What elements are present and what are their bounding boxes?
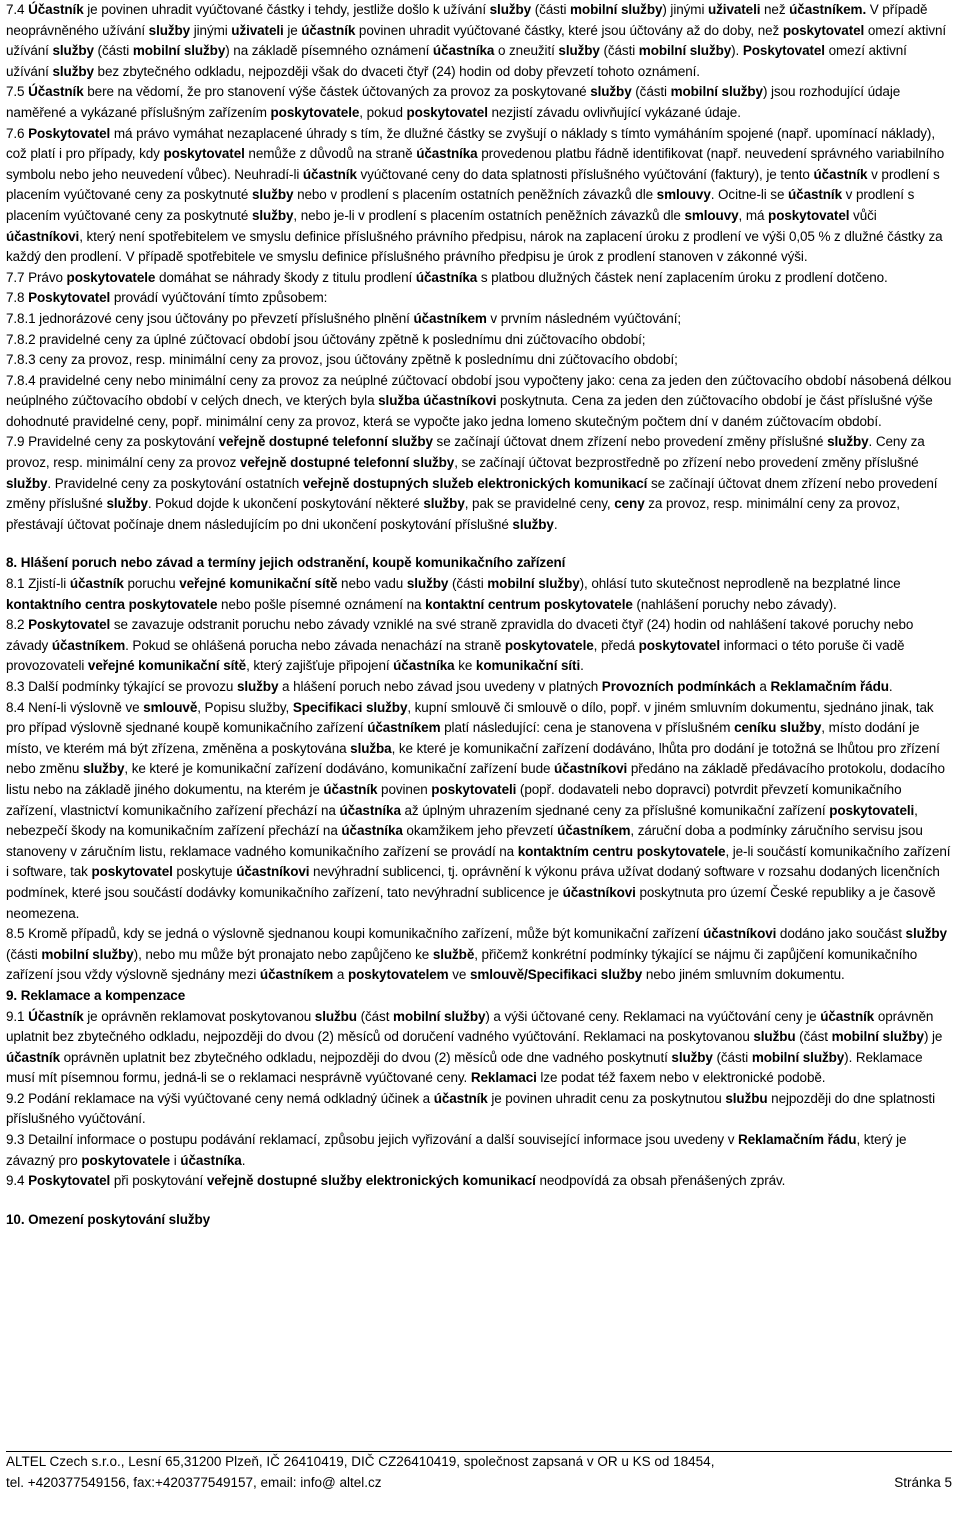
bold-term: účastníkovi bbox=[562, 884, 636, 900]
footer-contact-row bbox=[6, 1473, 952, 1494]
bold-term: Účastník bbox=[28, 1008, 84, 1024]
bold-term: účastníka bbox=[393, 658, 455, 674]
text-run: . Pokud se ohlášená porucha nebo závada nenachází na straně bbox=[125, 637, 505, 653]
text-run: , nebo je-li v prodlení s placením ostatních peněžních závazků dle bbox=[293, 207, 685, 223]
bold-term: smlouvě/Specifikaci služby bbox=[469, 967, 643, 983]
text-run: , ke které je komunikační zařízení dodáváno, komunikační zařízení bude bbox=[124, 761, 555, 777]
text-run: informaci o této poruše či vadě provozovateli bbox=[6, 637, 905, 674]
text-run: 7.8.4 pravidelné ceny nebo minimální ceny za provoz za neúplné zúčtovací období jsou vypočteny jako: cena za jeden den zúčtovacího období násobená délkou neúplného zúčtovacího období v celých dnech, ve kterých byla bbox=[6, 372, 952, 409]
bold-term: veřejně dostupné služby elektronických komunikací bbox=[206, 1173, 536, 1189]
bold-term: služby bbox=[52, 63, 94, 79]
bold-term: služby bbox=[106, 496, 148, 512]
text-run: a bbox=[755, 679, 771, 694]
text-run: . Pravidelné ceny za poskytování ostatních bbox=[47, 475, 303, 491]
text-run: (popř. dodavateli nebo dopravci) potvrdit převzetí komunikačního zařízení, vlastnictví komunikačního zařízení přechází na bbox=[6, 781, 902, 818]
bold-term: mobilní služby bbox=[751, 1049, 845, 1065]
text-run: (části bbox=[93, 43, 133, 59]
bold-term: ceny bbox=[614, 496, 645, 512]
bold-term: služby bbox=[590, 84, 632, 100]
text-run: ) a výši účtované ceny. Reklamaci na vyúčtování ceny je bbox=[485, 1008, 821, 1024]
bold-term: Účastník bbox=[28, 84, 84, 100]
text-run: 9.1 bbox=[6, 1008, 29, 1024]
text-run: , pak se pravidelné ceny, bbox=[464, 496, 615, 512]
text-run: ) na základě písemného oznámení bbox=[225, 43, 433, 59]
text-run: 8.1 Zjistí-li bbox=[6, 576, 70, 592]
bold-term: služba účastníkovi bbox=[378, 393, 497, 409]
text-run: oprávněn uplatnit bez zbytečného odkladu, nejpozději do dvou (2) měsíců ode dne vadného poskytnutí bbox=[59, 1049, 672, 1065]
gap-1 bbox=[6, 535, 952, 553]
text-run: , který zajišťuje připojení bbox=[246, 658, 394, 674]
text-run: , který není spotřebitelem ve smyslu definice příslušného právního předpisu, nárok na zaplacení úroku z prodlení ve výši 0,05 % z dlužné částky za každý den prodlení. V případě spotřebitele ve smyslu definice příslušného právního předpisu je úrok z prodlení stanoven v zákonné výši. bbox=[6, 228, 943, 265]
bold-term: komunikační síti bbox=[475, 658, 581, 674]
bold-term: veřejně dostupné telefonní služby bbox=[239, 455, 455, 471]
bold-term: účastníka bbox=[416, 146, 478, 162]
text-run: , záruční doba a podmínky záručního servisu jsou stanoveny v záručním listu, reklamace vadného komunikačního zařízení se provádí na bbox=[6, 823, 923, 859]
text-run: , předá bbox=[593, 637, 639, 653]
text-run: . Pokud dojde k ukončení poskytování některé bbox=[147, 496, 424, 512]
footer-contact-info: tel. +420377549156, fax:+420377549157, email: info@ altel.cz bbox=[6, 1474, 382, 1490]
text-run: ke bbox=[454, 658, 476, 674]
gap-2 bbox=[6, 1192, 952, 1210]
text-run: než bbox=[760, 2, 790, 17]
bold-term: Provozních podmínkách bbox=[601, 679, 756, 694]
bold-term: služby bbox=[236, 679, 279, 694]
text-run: , kupní smlouvě či smlouvě o dílo, popř. v jiném smluvním dokumentu, sjednáno jinak, tak pro případ výslovně sjednané koupě komunikačního zařízení bbox=[6, 699, 934, 736]
text-run: , má bbox=[738, 207, 769, 223]
bold-term: veřejné komunikační sítě bbox=[87, 658, 247, 674]
bold-term: Reklamačním řádu bbox=[738, 1132, 857, 1148]
bold-term: služby bbox=[148, 22, 191, 38]
bold-term: Poskytovatel bbox=[28, 1173, 111, 1189]
text-run: nebo pošle písemné oznámení na bbox=[217, 596, 426, 612]
bold-term: služby bbox=[827, 434, 869, 450]
text-run: nemůže z důvodů na straně bbox=[244, 146, 417, 162]
bold-term: služby bbox=[406, 576, 449, 592]
para-7-5 bbox=[6, 82, 952, 123]
text-run: provedenou platbu řádně identifikovat (např. neuvedení správného variabilního symbolu nebo jeho neuvedení vůbec). Neuhradí-li bbox=[6, 146, 945, 182]
text-run: , pokud bbox=[359, 104, 407, 120]
bold-term: Poskytovatel bbox=[28, 125, 111, 141]
bold-term: služby bbox=[489, 2, 532, 17]
text-run: neodpovídá za obsah přenášených zpráv. bbox=[535, 1173, 786, 1189]
text-run: ) jsou rozhodující údaje naměřené a vykázané příslušným zařízením bbox=[6, 84, 901, 120]
para-8-2 bbox=[6, 615, 952, 677]
text-run: , místo dodání je místo, ve kterém má být zřízena, změněna a poskytována bbox=[6, 720, 920, 756]
bold-term: Poskytovatel bbox=[742, 43, 825, 59]
bold-term: účastník bbox=[323, 781, 378, 797]
bold-term: poskytovatel bbox=[782, 22, 865, 38]
bold-term: služby bbox=[252, 207, 294, 223]
bold-term: účastník bbox=[301, 22, 356, 38]
text-run: 8.5 Kromě případů, kdy se jedná o výslovně sjednanou koupi komunikačního zařízení, může být komunikační zařízení bbox=[6, 926, 704, 942]
bold-term: poskytovatel bbox=[91, 864, 173, 880]
text-run: ) jinými bbox=[662, 2, 708, 17]
bold-term: služby bbox=[252, 187, 294, 203]
bold-term: mobilní služby bbox=[638, 43, 732, 59]
text-run: (části bbox=[448, 576, 488, 592]
para-7-6 bbox=[6, 124, 952, 268]
bold-term: účastníka bbox=[415, 269, 478, 285]
text-run: . bbox=[580, 658, 584, 674]
text-run: , nebezpečí škody na komunikačním zařízení přechází na bbox=[6, 802, 918, 839]
bold-term: účastník bbox=[433, 1090, 488, 1106]
text-run: bez zbytečného odkladu, nejpozději však do dvaceti čtyř (24) hodin od doby převzetí tohoto oznámení. bbox=[93, 63, 700, 79]
bold-term: účastníkem bbox=[259, 967, 334, 983]
text-run: se zavazuje odstranit poruchu nebo závady vzniklé na své straně zpravidla do dvaceti čtyř (24) hodin od nahlášení takové poruchy nebo závady bbox=[6, 617, 914, 653]
text-run: předáno na základě předávacího protokolu, dodacího listu nebo na základě jiného dokumentu, na kterém je bbox=[6, 761, 945, 797]
text-run: 8.4 Není-li výslovně ve bbox=[6, 699, 144, 715]
bold-term: mobilní služby bbox=[570, 2, 663, 17]
bold-term: kontaktního centra poskytovatele bbox=[6, 596, 218, 612]
text-run: 7.8 bbox=[6, 290, 29, 306]
bold-term: mobilní služby bbox=[831, 1029, 924, 1045]
text-run: (části bbox=[712, 1049, 752, 1065]
text-run: 8.3 Další podmínky týkající se provozu bbox=[6, 679, 237, 694]
bold-term: účastníkem bbox=[413, 310, 487, 326]
text-run: až úplným uhrazením sjednané ceny za příslušné komunikační zařízení bbox=[400, 802, 830, 818]
para-7-8-1 bbox=[6, 309, 952, 330]
text-run: 8.2 bbox=[6, 617, 29, 633]
bold-term: 8. Hlášení poruch nebo závad a termíny jejich odstranění, koupě komunikačního zařízení bbox=[6, 555, 566, 571]
bold-term: služby bbox=[512, 516, 554, 532]
text-run: povinen uhradit vyúčtované částky, které jsou účtovány až do doby, než bbox=[355, 22, 783, 38]
para-7-4 bbox=[6, 0, 952, 82]
bold-term: uživateli bbox=[231, 22, 284, 38]
text-run: 7.8.1 jednorázové ceny jsou účtovány po převzetí příslušného plnění bbox=[6, 310, 414, 326]
text-run: (část bbox=[795, 1029, 832, 1045]
footer-company-info: ALTEL Czech s.r.o., Lesní 65,31200 Plzeň, IČ 26410419, DIČ CZ26410419, společnost zapsaná v OR u KS od 18454, bbox=[6, 1454, 715, 1469]
bold-term: poskytovatele bbox=[504, 637, 594, 653]
bold-term: uživateli bbox=[708, 2, 761, 17]
bold-term: účastník bbox=[788, 187, 842, 203]
text-run: oprávněn uplatnit bez zbytečného odkladu, nejpozději do dvou (2) měsíců od doručení vadného vyúčtování. Reklamaci na poskytovanou bbox=[6, 1008, 934, 1045]
text-run: jinými bbox=[190, 22, 232, 38]
text-run: ve bbox=[448, 967, 470, 983]
text-run: 7.7 Právo bbox=[6, 269, 67, 285]
para-7-8-3 bbox=[6, 350, 952, 371]
bold-term: účastníkem bbox=[51, 637, 126, 653]
text-run: ), ohlásí tuto skutečnost neprodleně na bezplatné lince bbox=[579, 576, 901, 592]
heading-9 bbox=[6, 986, 952, 1007]
text-run: (část bbox=[356, 1008, 394, 1024]
para-8-1 bbox=[6, 574, 952, 615]
bold-term: poskytovatel bbox=[638, 637, 720, 653]
text-run: nebo v prodlení s placením ostatních peněžních závazků dle bbox=[293, 187, 657, 203]
text-run: s platbou dlužných částek není zaplacením úroku z prodlení dotčeno. bbox=[477, 269, 888, 285]
bold-term: služby bbox=[558, 43, 600, 59]
text-run: . Ocitne-li se bbox=[710, 187, 789, 203]
bold-term: mobilní služby bbox=[670, 84, 763, 100]
text-run: . Ceny za provoz, resp. minimální ceny za provoz bbox=[6, 434, 925, 471]
bold-term: účastníkovi bbox=[236, 864, 310, 880]
text-run: 9.3 Detailní informace o postupu podávání reklamací, způsobu jejich vyřizování a další související informace jsou uvedeny v bbox=[6, 1132, 738, 1148]
para-9-2 bbox=[6, 1089, 952, 1130]
text-run: omezí aktivní užívání bbox=[6, 43, 907, 79]
bold-term: služby bbox=[423, 496, 465, 512]
text-run: nevýhradní sublicenci, tj. oprávnění k výkonu práva užívat dodaný software v rozsahu dodaných licenčních podmínek, které jsou součástí dodávky komunikačního zařízení, tato nevýhradní sublicence je bbox=[6, 864, 940, 900]
bold-term: účastníka bbox=[432, 43, 495, 59]
page-number: Stránka 5 bbox=[894, 1474, 952, 1490]
bold-term: služby bbox=[671, 1049, 713, 1065]
bold-term: účastník bbox=[820, 1008, 875, 1024]
bold-term: veřejné komunikační sítě bbox=[179, 576, 338, 592]
text-run: 7.4 bbox=[6, 2, 29, 17]
bold-term: Reklamačním řádu bbox=[770, 679, 889, 694]
bold-term: služby bbox=[52, 43, 94, 59]
para-8-3 bbox=[6, 677, 952, 698]
text-run: (části bbox=[6, 946, 42, 962]
text-run: poskytuje bbox=[172, 864, 237, 880]
bold-term: účastníkem bbox=[557, 823, 631, 839]
heading-8 bbox=[6, 553, 952, 574]
text-run: je povinen uhradit vyúčtované částky i tehdy, jestliže došlo k užívání bbox=[83, 2, 490, 17]
text-run: , přičemž konkrétní podmínky týkající se nájmu či zapůjčení komunikačního zařízení jsou vždy výslovně sjednány mezi bbox=[6, 946, 918, 983]
text-run: provádí vyúčtování tímto způsobem: bbox=[110, 290, 328, 306]
text-run: (části bbox=[631, 84, 671, 100]
para-7-7 bbox=[6, 268, 952, 289]
text-run: poskytnuta. Cena za jeden den zúčtovacího období je část příslušné výše dohodnuté pravidelné ceny, popř. minimální ceny za provoz, která se vypočte jako jedna lomeno skutečným počtem dní v daném zúčtovacím období. bbox=[6, 393, 933, 429]
bold-term: službu bbox=[314, 1008, 357, 1024]
para-9-3 bbox=[6, 1130, 952, 1171]
text-run: (nahlášení poruchy nebo závady). bbox=[632, 596, 837, 612]
text-run: . bbox=[241, 1152, 246, 1168]
bold-term: mobilní služby bbox=[41, 946, 134, 962]
bold-term: účastník bbox=[813, 166, 868, 182]
text-run: 9.2 Podání reklamace na výši vyúčtované ceny nemá odkladný účinek a bbox=[6, 1090, 434, 1106]
bold-term: služby bbox=[905, 926, 947, 942]
bold-term: Účastník bbox=[28, 2, 84, 17]
text-run: (části bbox=[531, 2, 571, 17]
bold-term: 10. Omezení poskytování služby bbox=[6, 1211, 211, 1227]
bold-term: služby bbox=[82, 761, 125, 777]
bold-term: smlouvě bbox=[143, 699, 198, 715]
text-run: omezí aktivní užívání bbox=[6, 22, 947, 59]
bold-term: veřejně dostupné telefonní služby bbox=[218, 434, 433, 450]
text-run: má právo vymáhat nezaplacené úhrady s tím, že dlužné částky se zvyšují o náklady s tímto vymáháním spojené (např. upomínací náklady), což platí i pro případy, kdy bbox=[6, 125, 935, 162]
text-run: 7.8.2 pravidelné ceny za úplné zúčtovací období jsou účtovány zpětně k poslednímu dni zúčtovacího období; bbox=[6, 331, 646, 347]
bold-term: služba bbox=[350, 740, 392, 756]
text-run: 9.4 bbox=[6, 1173, 29, 1189]
bold-term: účastníkovi bbox=[703, 926, 777, 942]
text-run: i bbox=[170, 1152, 181, 1168]
bold-term: Specifikaci služby bbox=[292, 699, 408, 715]
bold-term: účastníkovi bbox=[554, 761, 628, 777]
bold-term: mobilní služby bbox=[487, 576, 580, 592]
text-run: . bbox=[553, 516, 558, 532]
bold-term: služby bbox=[6, 475, 48, 491]
text-run: v prodlení s placením vyúčtované ceny za poskytnuté bbox=[6, 166, 940, 203]
bold-term: smlouvy bbox=[656, 187, 711, 203]
bold-term: službu bbox=[753, 1029, 796, 1045]
bold-term: 9. Reklamace a kompenzace bbox=[6, 987, 186, 1003]
para-8-4 bbox=[6, 698, 952, 925]
bold-term: poskytovatel bbox=[163, 146, 245, 162]
text-run: ) je bbox=[923, 1029, 943, 1045]
text-run: o zneužití bbox=[494, 43, 559, 59]
bold-term: smlouvy bbox=[684, 207, 739, 223]
text-run: v prvním následném vyúčtování; bbox=[486, 310, 682, 326]
text-run: , ke které je komunikační zařízení dodáváno, lhůta pro dodání je totožná se lhůtou pro zřízení nebo změnu bbox=[6, 740, 940, 777]
text-run: 7.9 Pravidelné ceny za poskytování bbox=[6, 434, 219, 450]
text-run: lze podat též faxem nebo v elektronické podobě. bbox=[536, 1070, 826, 1086]
bold-term: poskytovatelem bbox=[347, 967, 449, 983]
bold-term: poskytovatel bbox=[406, 104, 488, 120]
text-run: nebo jiném smluvním dokumentu. bbox=[642, 967, 845, 983]
bold-term: účastníkem. bbox=[789, 2, 867, 17]
bold-term: kontaktní centrum poskytovatele bbox=[425, 596, 633, 612]
para-9-1 bbox=[6, 1007, 952, 1089]
document-body bbox=[6, 0, 952, 1230]
text-run: okamžikem jeho převzetí bbox=[402, 823, 558, 839]
para-7-8-2 bbox=[6, 330, 952, 351]
bold-term: Poskytovatel bbox=[28, 617, 111, 633]
para-8-5 bbox=[6, 924, 952, 986]
text-run: se začínají účtovat dnem zřízení nebo provedení změny příslušné bbox=[6, 475, 938, 512]
bold-term: službě bbox=[432, 946, 475, 962]
text-run: nejpozději do dne splatnosti příslušného vyúčtování. bbox=[6, 1090, 935, 1127]
para-9-4 bbox=[6, 1171, 952, 1192]
text-run: platí následující: cena je stanovena v příslušném bbox=[440, 720, 735, 736]
bold-term: mobilní služby bbox=[132, 43, 226, 59]
bold-term: poskytovatele bbox=[66, 269, 156, 285]
bold-term: účastník bbox=[6, 1049, 60, 1065]
text-run: při poskytování bbox=[110, 1173, 207, 1189]
text-run: ). bbox=[731, 43, 743, 59]
para-7-8-4 bbox=[6, 371, 952, 433]
para-7-8 bbox=[6, 288, 952, 309]
text-run: nezjistí závadu ovlivňující vykázané údaje. bbox=[487, 104, 741, 120]
text-run: nebo vadu bbox=[337, 576, 407, 592]
text-run: dodáno jako součást bbox=[776, 926, 906, 942]
text-run: 7.8.3 ceny za provoz, resp. minimální ceny za provoz, jsou účtovány zpětně k poslednímu dni zúčtovacího období; bbox=[6, 352, 678, 368]
text-run: za provoz, resp. minimální ceny za provoz, přestávají účtovat počínaje dnem následujícím po dni ukončení poskytování příslušné bbox=[6, 496, 900, 532]
bold-term: účastníka bbox=[341, 823, 403, 839]
text-run: ), nebo mu může být pronajato nebo zapůjčeno ke bbox=[133, 946, 433, 962]
text-run: V případě neoprávněného užívání bbox=[6, 2, 928, 38]
heading-10 bbox=[6, 1210, 952, 1231]
text-run: , Popisu služby, bbox=[197, 699, 293, 715]
para-7-9 bbox=[6, 432, 952, 535]
bold-term: poskytovatele bbox=[81, 1152, 171, 1168]
text-run: bere na vědomí, že pro stanovení výše částek účtovaných za provoz za poskytované bbox=[83, 84, 591, 100]
bold-term: Poskytovatel bbox=[28, 290, 111, 306]
bold-term: účastník bbox=[302, 166, 357, 182]
text-run: 7.5 bbox=[6, 84, 29, 100]
bold-term: službu bbox=[725, 1090, 768, 1106]
bold-term: účastník bbox=[69, 576, 124, 592]
bold-term: veřejně dostupných služeb elektronických komunikací bbox=[302, 475, 648, 491]
bold-term: účastníkovi bbox=[6, 228, 80, 244]
text-run: . bbox=[888, 679, 893, 694]
text-run: 7.6 bbox=[6, 125, 29, 141]
text-run: , se začínají účtovat bezprostředně po zřízení nebo provedení změny příslušné bbox=[454, 455, 919, 471]
text-run: poruchu bbox=[123, 576, 180, 592]
bold-term: poskytovateli bbox=[431, 781, 517, 797]
text-run: vyúčtované ceny do data splatnosti příslušného vyúčtování (faktury), je tento bbox=[356, 166, 814, 182]
bold-term: kontaktním centru poskytovatele bbox=[517, 843, 726, 859]
bold-term: Reklamaci bbox=[470, 1070, 537, 1086]
bold-term: účastníkem bbox=[367, 720, 441, 736]
text-run: je bbox=[283, 22, 302, 38]
text-run: poskytnuta pro území České republiky a je časově neomezena. bbox=[6, 884, 936, 921]
text-run: domáhat se náhrady škody z titulu prodlení bbox=[155, 269, 416, 285]
bold-term: poskytovateli bbox=[829, 802, 915, 818]
text-run: se začínají účtovat dnem zřízení nebo provedení změny příslušné bbox=[432, 434, 828, 450]
text-run: (části bbox=[599, 43, 639, 59]
text-run: , který je závazný pro bbox=[6, 1132, 907, 1168]
text-run: ). Reklamace musí mít písemnou formu, jedná-li se o reklamaci nesprávně vyúčtované ceny. bbox=[6, 1049, 923, 1086]
bold-term: ceníku služby bbox=[734, 720, 822, 736]
bold-term: účastníka bbox=[339, 802, 401, 818]
bold-term: poskytovatel bbox=[768, 207, 850, 223]
text-run: je oprávněn reklamovat poskytovanou bbox=[83, 1008, 315, 1024]
page-footer bbox=[6, 1451, 952, 1493]
text-run: povinen bbox=[377, 781, 432, 797]
text-run: vůči bbox=[849, 207, 877, 223]
text-run: v prodlení s placením vyúčtované ceny za poskytnuté bbox=[6, 187, 915, 223]
bold-term: účastníka bbox=[180, 1152, 242, 1168]
text-run: a bbox=[333, 967, 348, 983]
bold-term: poskytovatele bbox=[270, 104, 360, 120]
text-run: , je-li součástí komunikačního zařízení i software, tak bbox=[6, 843, 951, 880]
bold-term: mobilní služby bbox=[393, 1008, 486, 1024]
text-run: a hlášení poruch nebo závad jsou uvedeny v platných bbox=[278, 679, 602, 694]
text-run: je povinen uhradit cenu za poskytnutou bbox=[487, 1090, 726, 1106]
